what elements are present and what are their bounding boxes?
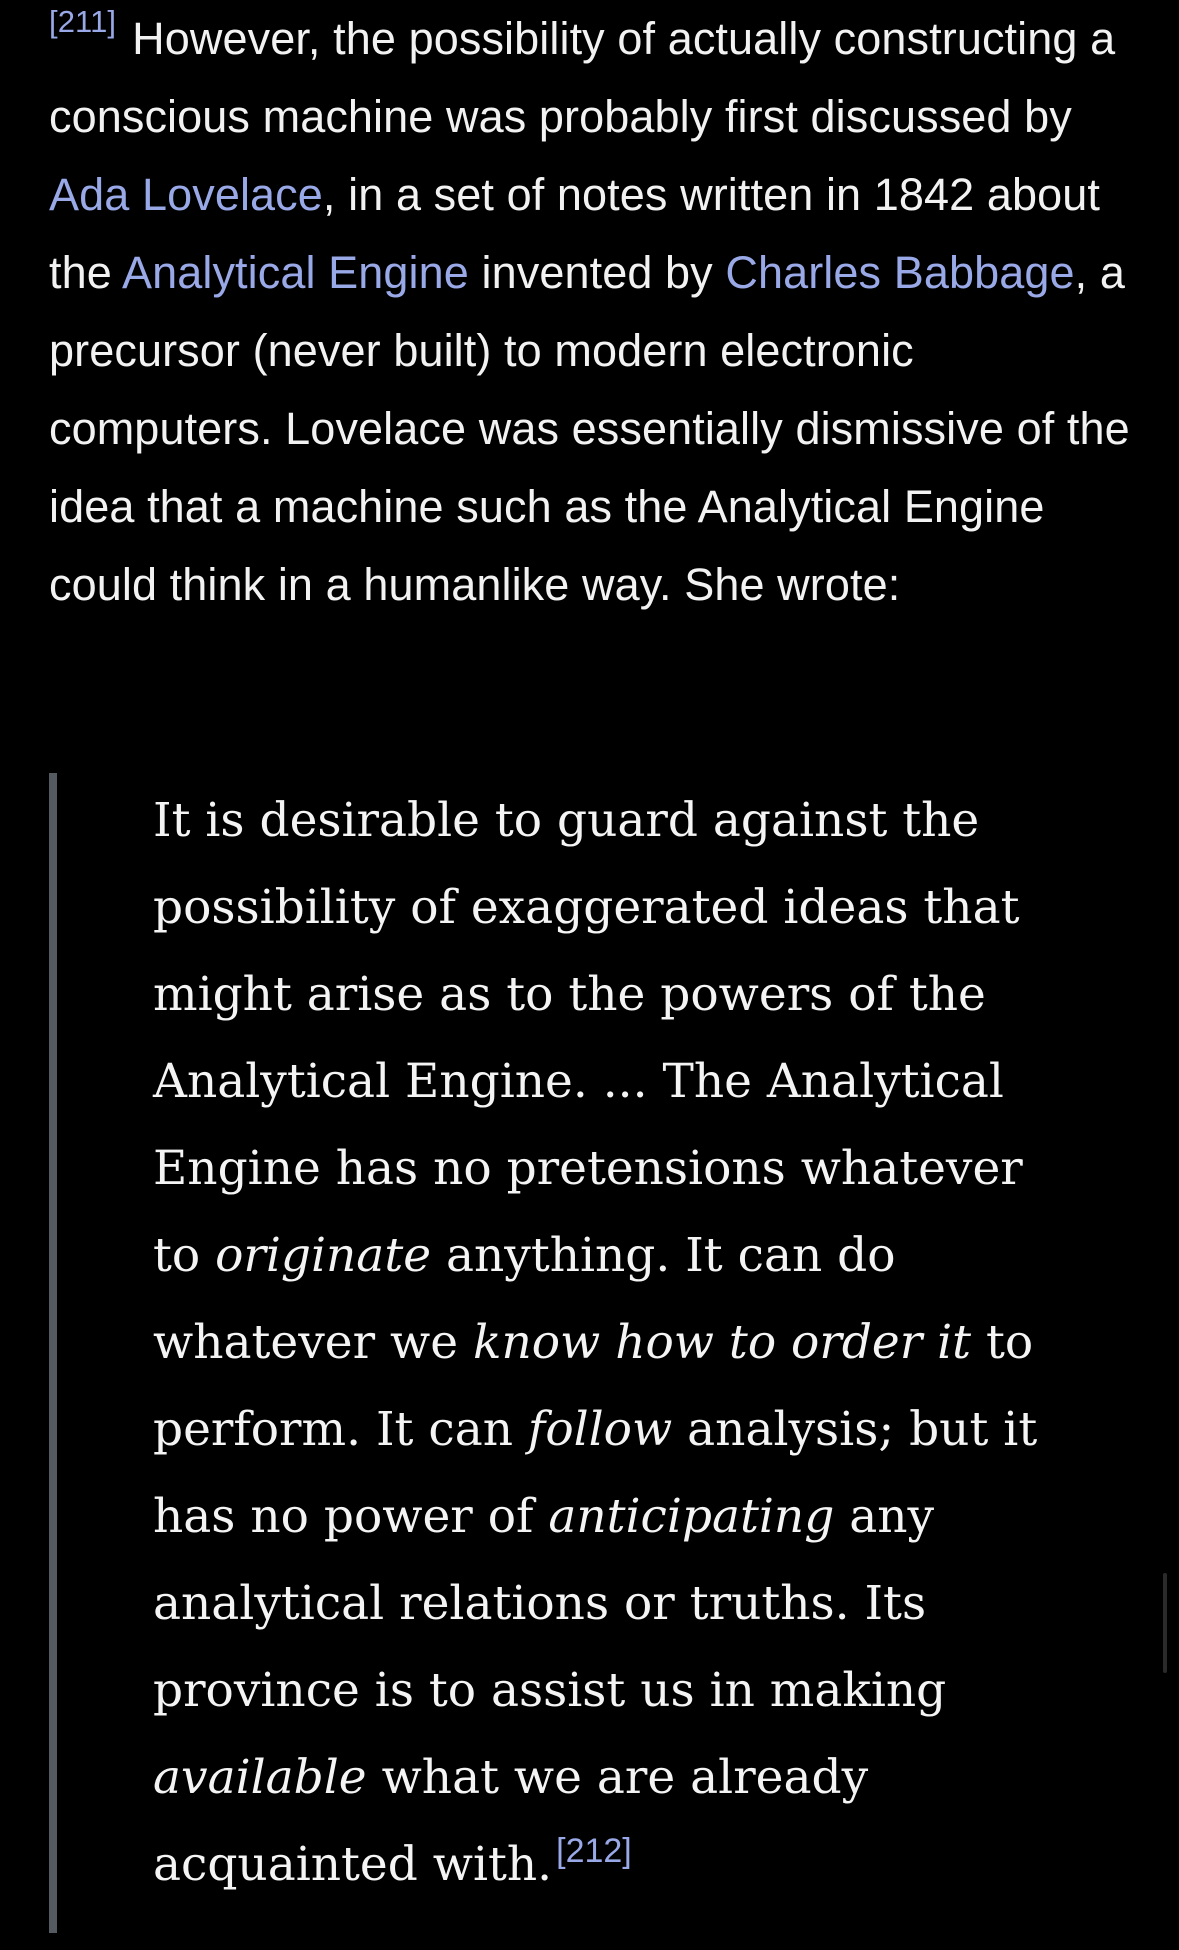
charles-babbage-link[interactable]: Charles Babbage: [725, 247, 1075, 298]
paragraph-text: , a precursor (never built) to modern electronic computers. Lovelace was essentially dismissive of the idea that a machine such as the Analytical Engine could think in a humanlike way. She wrote:: [49, 247, 1130, 610]
ada-lovelace-link[interactable]: Ada Lovelace: [49, 169, 323, 220]
paragraph-lovelace: [49, 0, 1134, 624]
citation-211-link[interactable]: [211]: [49, 4, 117, 39]
paragraph-text: , in a set of notes written in 1842 about the: [49, 169, 1101, 298]
blockquote-text: [153, 777, 1053, 1908]
quote-emphasis: know how to order it: [472, 1315, 972, 1370]
quote-text: what we are already acquainted with.: [153, 1750, 869, 1892]
paragraph-text: However, the possibility of actually constructing a conscious machine was probably first discussed by: [49, 13, 1116, 142]
quote-emphasis: available: [153, 1750, 367, 1805]
analytical-engine-link[interactable]: Analytical Engine: [121, 247, 469, 298]
quote-text: analysis; but it has no power of: [153, 1402, 1038, 1544]
paragraph-text: invented by: [468, 247, 726, 298]
blockquote-bar: [49, 773, 57, 1933]
quote-emphasis: follow: [527, 1402, 673, 1457]
citation-212-link[interactable]: [212]: [556, 1832, 632, 1870]
scroll-indicator[interactable]: [1163, 1573, 1167, 1673]
quote-text: to perform. It can: [153, 1315, 1034, 1457]
quote-text: anything. It can do whatever we: [153, 1228, 896, 1370]
article-body: [49, 0, 1134, 624]
quote-text: any analytical relations or truths. Its province is to assist us in making: [153, 1489, 947, 1718]
blockquote: [49, 773, 1089, 1933]
quote-text: It is desirable to guard against the possibility of exaggerated ideas that might arise as to the powers of the Analytical Engine. ... The Analytical Engine has no pretensions whatever to: [153, 793, 1023, 1283]
quote-emphasis: originate: [215, 1228, 432, 1283]
quote-emphasis: anticipating: [548, 1489, 835, 1544]
